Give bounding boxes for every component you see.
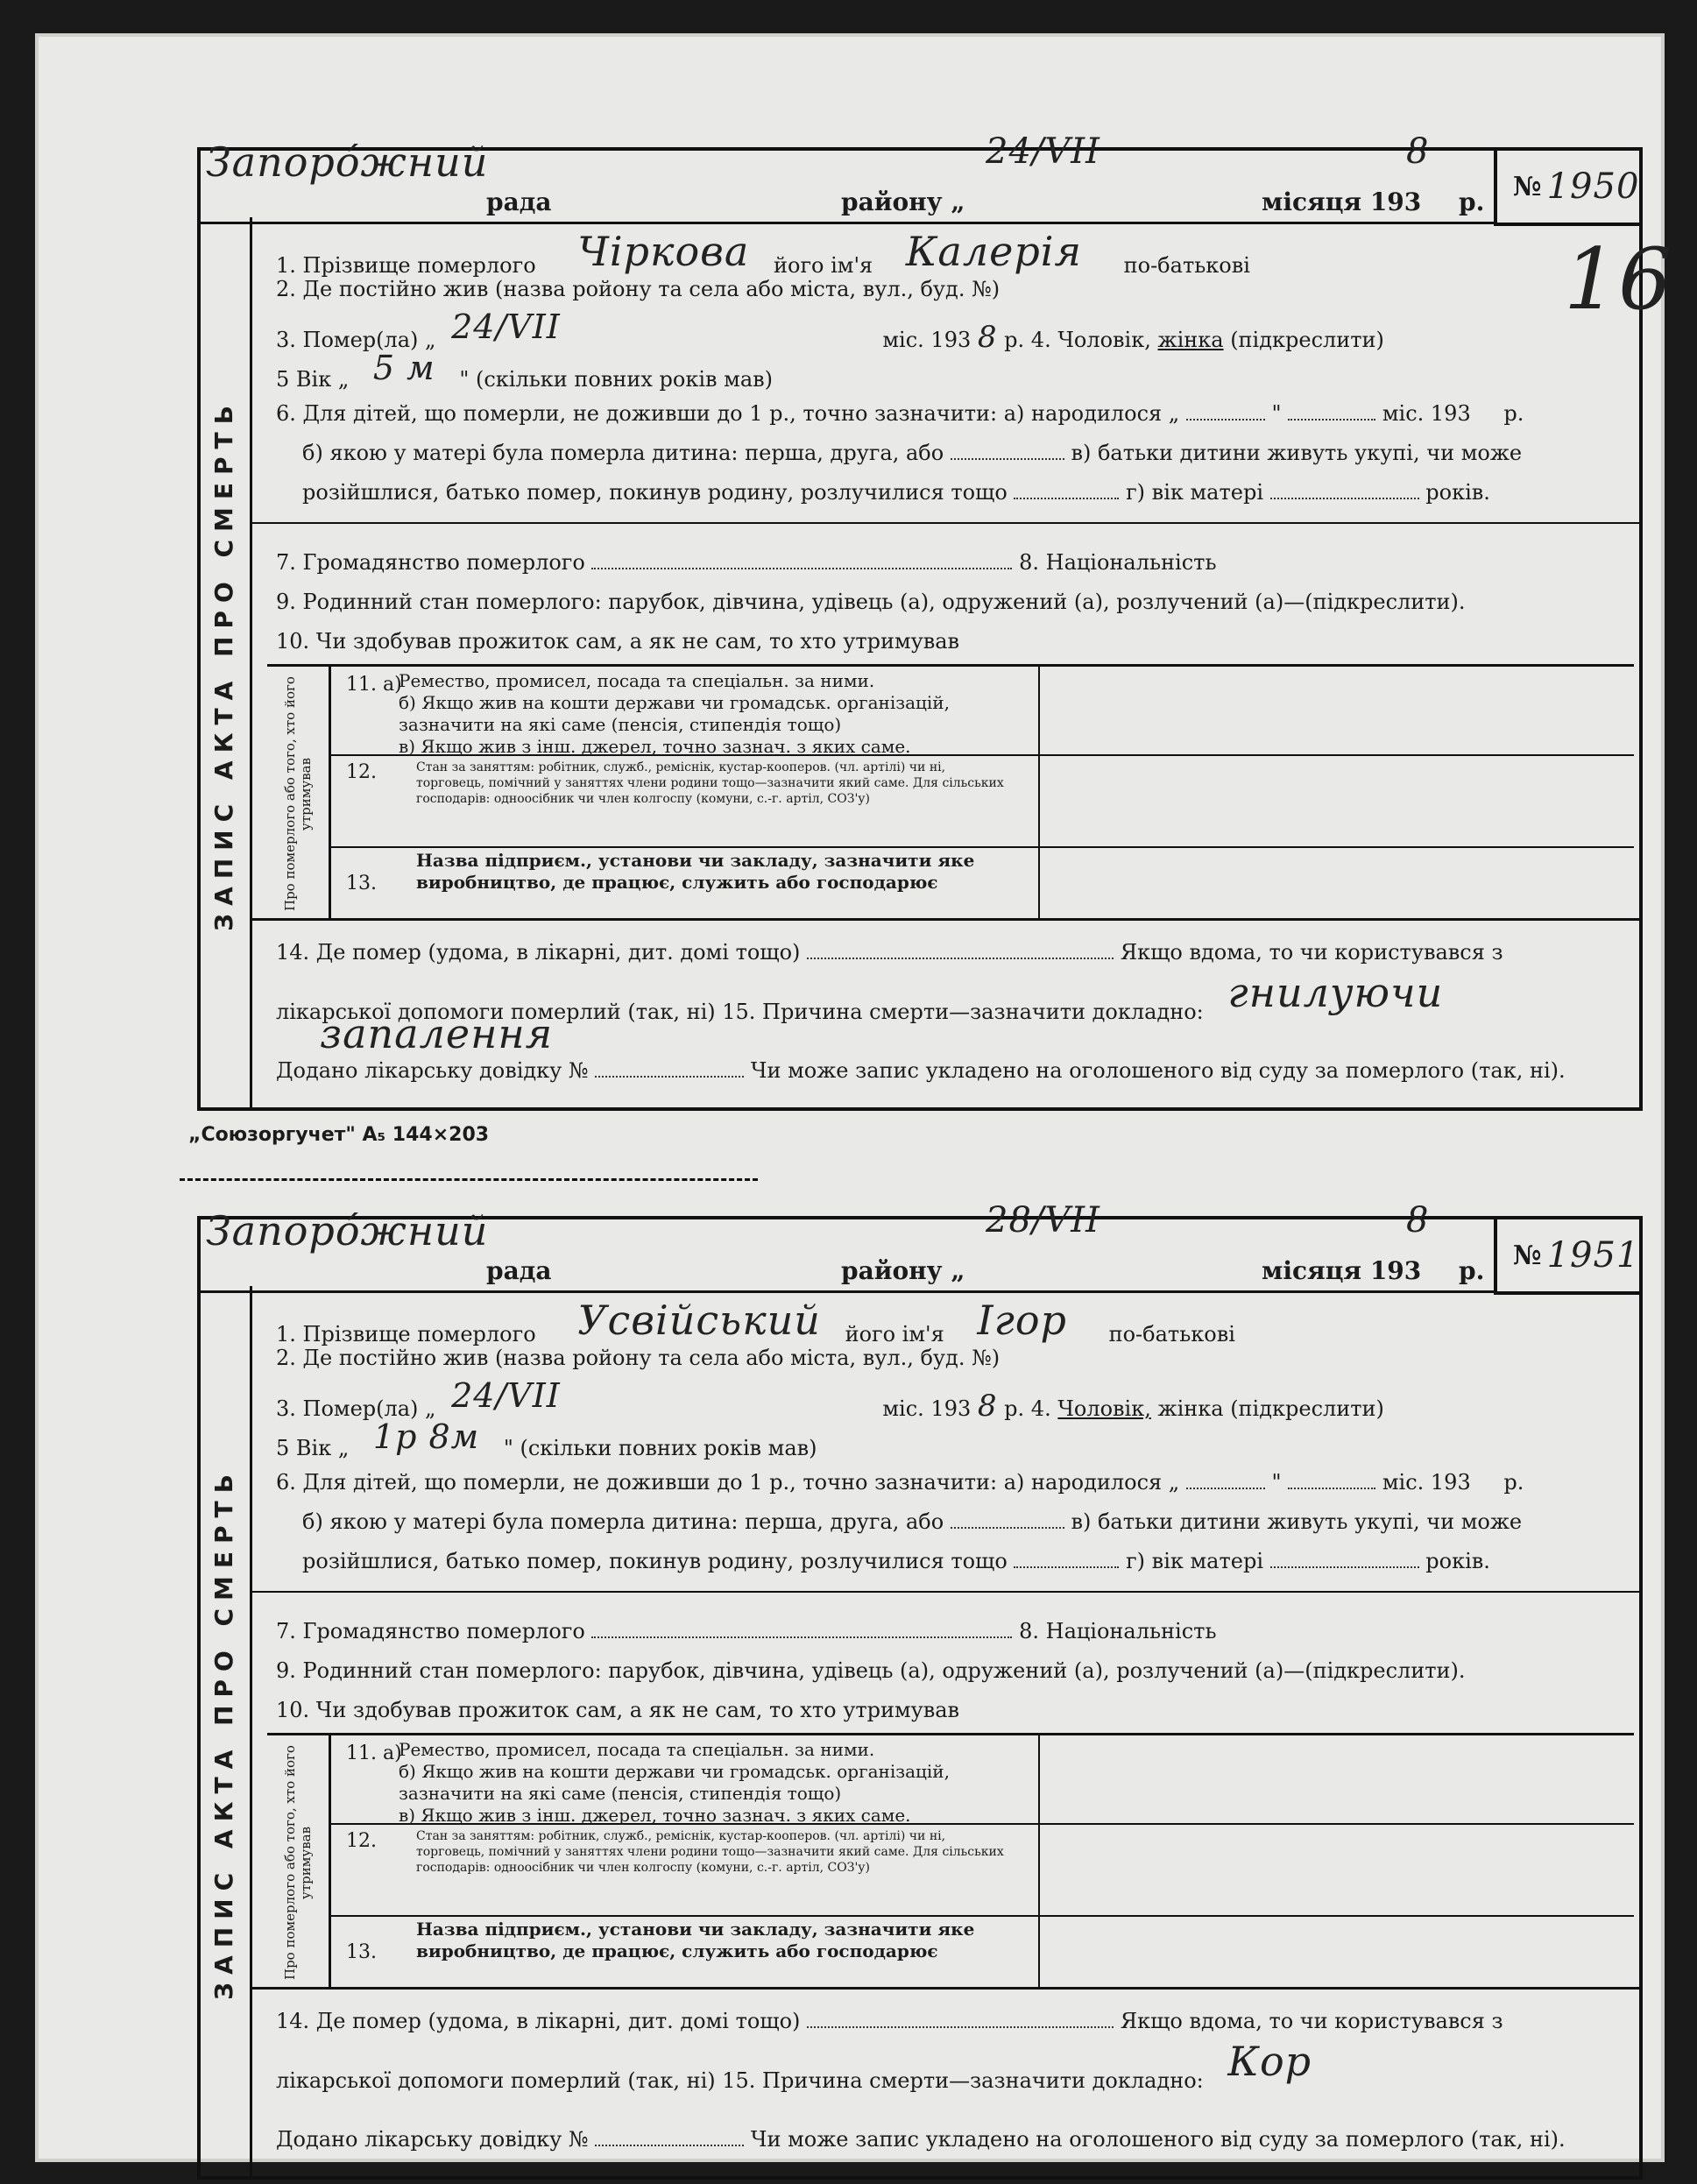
document-sheet [35, 33, 1673, 2162]
death-place-blank [807, 958, 1114, 959]
year-handwritten: 8 [1406, 1200, 1430, 1240]
line-6b [302, 441, 1522, 465]
row-12-number: 12. [346, 761, 377, 783]
sex-underlined: жінка [1157, 328, 1224, 352]
name-label: його ім'я [845, 1322, 944, 1346]
sex-label: р. 4. [1004, 1396, 1051, 1421]
cause-handwritten: гнилуючи [1227, 969, 1444, 1016]
age-label: 5 Вік „ [276, 1436, 350, 1460]
table-row-13 [329, 846, 1634, 921]
patronymic-label: по-батькові [1108, 1322, 1235, 1346]
death-place-label: 14. Де помер (удома, в лікарні, дит. домі тощо) [276, 2009, 801, 2033]
born-month-label: міс. 193 [1382, 1470, 1471, 1495]
record-number-handwritten: 1951 [1546, 1235, 1640, 1276]
died-year-handwritten: 8 [977, 1389, 998, 1424]
table-side-label [267, 1735, 331, 1990]
separated-label: розійшлися, батько помер, покинув родину, розлучилися тощо [302, 1549, 1008, 1573]
patronymic-label: по-батькові [1123, 253, 1250, 278]
row-12-text: Стан за заняттям: робітник, служб., реміснік, кустар-кооперов. (чл. артілі) чи ні, торговець, помічний у заняттях члени родини тощо—зазначити який саме. Для сільських господарів: одноосібник чи член колгоспу (комуни, с.-г. артіл, СОЗ'у) [416, 1829, 1004, 1875]
row-11-number: 11. а) [346, 674, 402, 696]
row-13-text: Назва підприєм., установи чи закладу, зазначити яке виробництво, де працює, служить або господарює [416, 1919, 975, 1961]
mother-age-blank [1270, 498, 1419, 499]
born-blank-2 [1288, 419, 1375, 421]
year-r-label: р. [1459, 1256, 1485, 1285]
born-year-label: р. [1503, 1470, 1524, 1495]
born-quote: " [1271, 401, 1282, 426]
row-13-number: 13. [346, 873, 377, 894]
separated-blank [1014, 498, 1119, 499]
line-6c [302, 1549, 1490, 1573]
row-11-a: Ремество, промисел, посада та спеціальн. за ними. [399, 1739, 875, 1760]
line-6c [302, 480, 1490, 505]
side-title [197, 1312, 250, 2153]
mother-age-label: г) вік матері [1126, 1549, 1263, 1573]
row-13-text: Назва підприєм., установи чи закладу, зазначити яке виробництво, де працює, служить або господарює [416, 850, 975, 893]
certificate-label: Додано лікарську довідку № [276, 1058, 589, 1083]
rule [250, 1987, 1643, 1990]
surname-handwritten: Усвійський [577, 1297, 821, 1344]
raionu-label: району „ [841, 187, 965, 216]
medical-help-label: Якщо вдома, то чи користувався з [1120, 2009, 1503, 2033]
line-5 [276, 349, 774, 394]
line-16 [276, 2127, 1566, 2152]
born-month-label: міс. 193 [1382, 401, 1471, 426]
form-header [197, 1200, 1494, 1293]
row-12-text: Стан за заняттям: робітник, служб., реміснік, кустар-кооперов. (чл. артілі) чи ні, торговець, помічний у заняттях члени родини тощо—зазначити який саме. Для сільських господарів: одноосібник чи член колгоспу (комуни, с.-г. артіл, СОЗ'у) [416, 760, 1004, 806]
age-handwritten: 5 м [372, 349, 435, 387]
rada-label: рада [486, 187, 552, 216]
name-handwritten: Калерія [905, 228, 1082, 275]
name-label: його ім'я [774, 253, 873, 278]
born-quote: " [1271, 1470, 1282, 1495]
line-2: 2. Де постійно жив (назва ройону та села або міста, вул., буд. №) [276, 1346, 1001, 1370]
record-number-box [1494, 1216, 1643, 1295]
born-label: 6. Для дітей, що померли, не доживши до 1 р., точно зазначити: а) народилося „ [276, 401, 1180, 426]
court-label: Чи може запис укладено на оголошеного від суду за померлого (так, ні). [750, 1058, 1566, 1083]
child-order-blank [951, 1527, 1064, 1529]
row-11-number: 11. а) [346, 1742, 402, 1764]
table-row-13 [329, 1915, 1634, 1990]
year-handwritten: 8 [1406, 131, 1430, 172]
surname-handwritten: Чіркова [577, 228, 750, 275]
born-label: 6. Для дітей, що померли, не доживши до 1 р., точно зазначити: а) народилося „ [276, 1470, 1180, 1495]
table-side-label [267, 667, 331, 921]
line-14 [276, 2009, 1503, 2033]
rule [250, 522, 1643, 524]
nationality-label: 8. Національність [1019, 550, 1217, 575]
certificate-blank [595, 2145, 744, 2146]
citizenship-blank [591, 1636, 1012, 1638]
rule [250, 918, 1643, 921]
sex-note: жінка (підкреслити) [1157, 1396, 1384, 1421]
name-handwritten: Ігор [977, 1297, 1067, 1344]
council-handwritten: Запоро́жний [206, 138, 489, 186]
line-3 [276, 307, 1384, 355]
line-14 [276, 940, 1503, 965]
rada-label: рада [486, 1256, 552, 1285]
sex-note: (підкреслити) [1230, 328, 1384, 352]
table-row-11 [329, 667, 1634, 756]
council-handwritten: Запоро́жний [206, 1207, 489, 1255]
surname-label: 1. Прізвище померлого [276, 1322, 536, 1346]
row-11-c: в) Якщо жив з інш. джерел, точно зазнач. з яких саме. [399, 736, 911, 757]
side-title-text: ЗАПИС АКТА ПРО СМЕРТЬ [209, 397, 238, 931]
line-10: 10. Чи здобував прожиток сам, а як не сам, то хто утримував [276, 629, 960, 654]
death-date-handwritten: 24/VII [451, 1376, 561, 1415]
born-year-label: р. [1503, 401, 1524, 426]
line-16 [276, 1058, 1566, 1083]
month-label: місяця 193 [1262, 1256, 1422, 1285]
parents-label: в) батьки дитини живуть укупі, чи може [1071, 1509, 1523, 1534]
number-sign: № [1513, 171, 1542, 202]
separated-blank [1014, 1566, 1119, 1568]
died-month-label: міс. 193 [882, 1396, 972, 1421]
parents-label: в) батьки дитини живуть укупі, чи може [1071, 441, 1523, 465]
line-9: 9. Родинний стан померлого: парубок, дівчина, удівець (а), одружений (а), розлучений (а)—(підкреслити). [276, 1658, 1466, 1683]
cause-handwritten-2: запалення [320, 1010, 554, 1057]
side-title [197, 244, 250, 1085]
death-place-blank [807, 2026, 1114, 2028]
died-label: 3. Помер(ла) „ [276, 328, 436, 352]
mother-age-label: г) вік матері [1126, 480, 1263, 505]
age-note: " (скільки повних років мав) [459, 367, 774, 392]
line-6b [302, 1509, 1522, 1534]
line-6a [276, 1470, 1524, 1495]
death-record-form-2 [197, 1200, 1643, 2180]
cause-label: лікарської допомоги померлий (так, ні) 15. Причина смерти—зазначити докладно: [276, 1000, 1204, 1024]
month-label: місяця 193 [1262, 187, 1422, 216]
child-order-label: б) якою у матері була померла дитина: перша, друга, або [302, 441, 944, 465]
row-11-text [399, 670, 1029, 758]
citizenship-label: 7. Громадянство померлого [276, 550, 585, 575]
death-date-handwritten: 24/VII [451, 307, 561, 346]
line-1 [276, 1297, 1235, 1351]
died-month-label: міс. 193 [882, 328, 972, 352]
line-7 [276, 1619, 1217, 1643]
years-label: років. [1425, 480, 1490, 505]
rule [250, 1591, 1643, 1593]
citizenship-blank [591, 568, 1012, 569]
occupation-table [267, 1733, 1634, 1990]
row-13-number: 13. [346, 1941, 377, 1963]
death-record-form-1 [197, 131, 1643, 1111]
certificate-label: Додано лікарську довідку № [276, 2127, 589, 2152]
record-number-box [1494, 147, 1643, 226]
year-r-label: р. [1459, 187, 1485, 216]
line-5 [276, 1417, 817, 1463]
line-15 [276, 2038, 1312, 2097]
born-blank-2 [1288, 1488, 1375, 1489]
mother-age-blank [1270, 1566, 1419, 1568]
cause-label: лікарської допомоги померлий (так, ні) 15. Причина смерти—зазначити докладно: [276, 2068, 1204, 2093]
age-note: " (скільки повних років мав) [503, 1436, 817, 1460]
record-number-handwritten: 1950 [1546, 166, 1640, 207]
table-row-11 [329, 1735, 1634, 1825]
number-sign: № [1513, 1240, 1542, 1271]
side-title-text: ЗАПИС АКТА ПРО СМЕРТЬ [209, 1466, 238, 2000]
certificate-blank [595, 1076, 744, 1078]
side-mark-handwritten: 16 [1564, 230, 1673, 329]
table-side-text: Про померлого або того, хто його утримував [282, 676, 314, 911]
line-10: 10. Чи здобував прожиток сам, а як не сам, то хто утримував [276, 1698, 960, 1722]
born-blank [1186, 1488, 1265, 1489]
died-label: 3. Помер(ла) „ [276, 1396, 436, 1421]
years-label: років. [1425, 1549, 1490, 1573]
age-label: 5 Вік „ [276, 367, 350, 392]
medical-help-label: Якщо вдома, то чи користувався з [1120, 940, 1503, 965]
raionu-label: району „ [841, 1256, 965, 1285]
cut-line [180, 1178, 758, 1181]
line-2: 2. Де постійно жив (назва ройону та села або міста, вул., буд. №) [276, 277, 1001, 301]
occupation-table [267, 664, 1634, 921]
line-1 [276, 228, 1250, 282]
nationality-label: 8. Національність [1019, 1619, 1217, 1643]
child-order-label: б) якою у матері була померла дитина: перша, друга, або [302, 1509, 944, 1534]
court-label: Чи може запис укладено на оголошеного від суду за померлого (так, ні). [750, 2127, 1566, 2152]
death-place-label: 14. Де помер (удома, в лікарні, дит. домі тощо) [276, 940, 801, 965]
line-6a [276, 401, 1524, 426]
day-handwritten: 28/VII [986, 1200, 1100, 1240]
sex-underlined: Чоловік, [1057, 1396, 1151, 1421]
sex-label: р. 4. Чоловік, [1004, 328, 1151, 352]
born-blank [1186, 419, 1265, 421]
day-handwritten: 24/VII [986, 131, 1100, 172]
row-11-b: б) Якщо жив на кошти держави чи громадськ. організацій, зазначити на які саме (пенсія, стипендія тощо) [399, 1761, 950, 1804]
died-year-handwritten: 8 [977, 320, 998, 355]
surname-label: 1. Прізвище померлого [276, 253, 536, 278]
row-12-number: 12. [346, 1830, 377, 1852]
print-footer: „Союзоргучет" А₅ 144×203 [188, 1124, 490, 1146]
row-11-text [399, 1739, 1029, 1827]
table-row-12 [329, 1823, 1634, 1917]
form-header [197, 131, 1494, 224]
line-7 [276, 550, 1217, 575]
row-11-a: Ремество, промисел, посада та спеціальн. за ними. [399, 670, 875, 691]
age-handwritten: 1р 8м [372, 1417, 480, 1456]
cause-handwritten: Кор [1227, 2038, 1312, 2085]
table-row-12 [329, 754, 1634, 848]
child-order-blank [951, 458, 1064, 460]
table-side-text: Про померлого або того, хто його утримував [282, 1745, 314, 1980]
separated-label: розійшлися, батько помер, покинув родину, розлучилися тощо [302, 480, 1008, 505]
row-11-b: б) Якщо жив на кошти держави чи громадськ. організацій, зазначити на які саме (пенсія, стипендія тощо) [399, 692, 950, 735]
line-9: 9. Родинний стан померлого: парубок, дівчина, удівець (а), одружений (а), розлучений (а)—(підкреслити). [276, 590, 1466, 614]
citizenship-label: 7. Громадянство померлого [276, 1619, 585, 1643]
row-11-c: в) Якщо жив з інш. джерел, точно зазнач. з яких саме. [399, 1805, 911, 1826]
